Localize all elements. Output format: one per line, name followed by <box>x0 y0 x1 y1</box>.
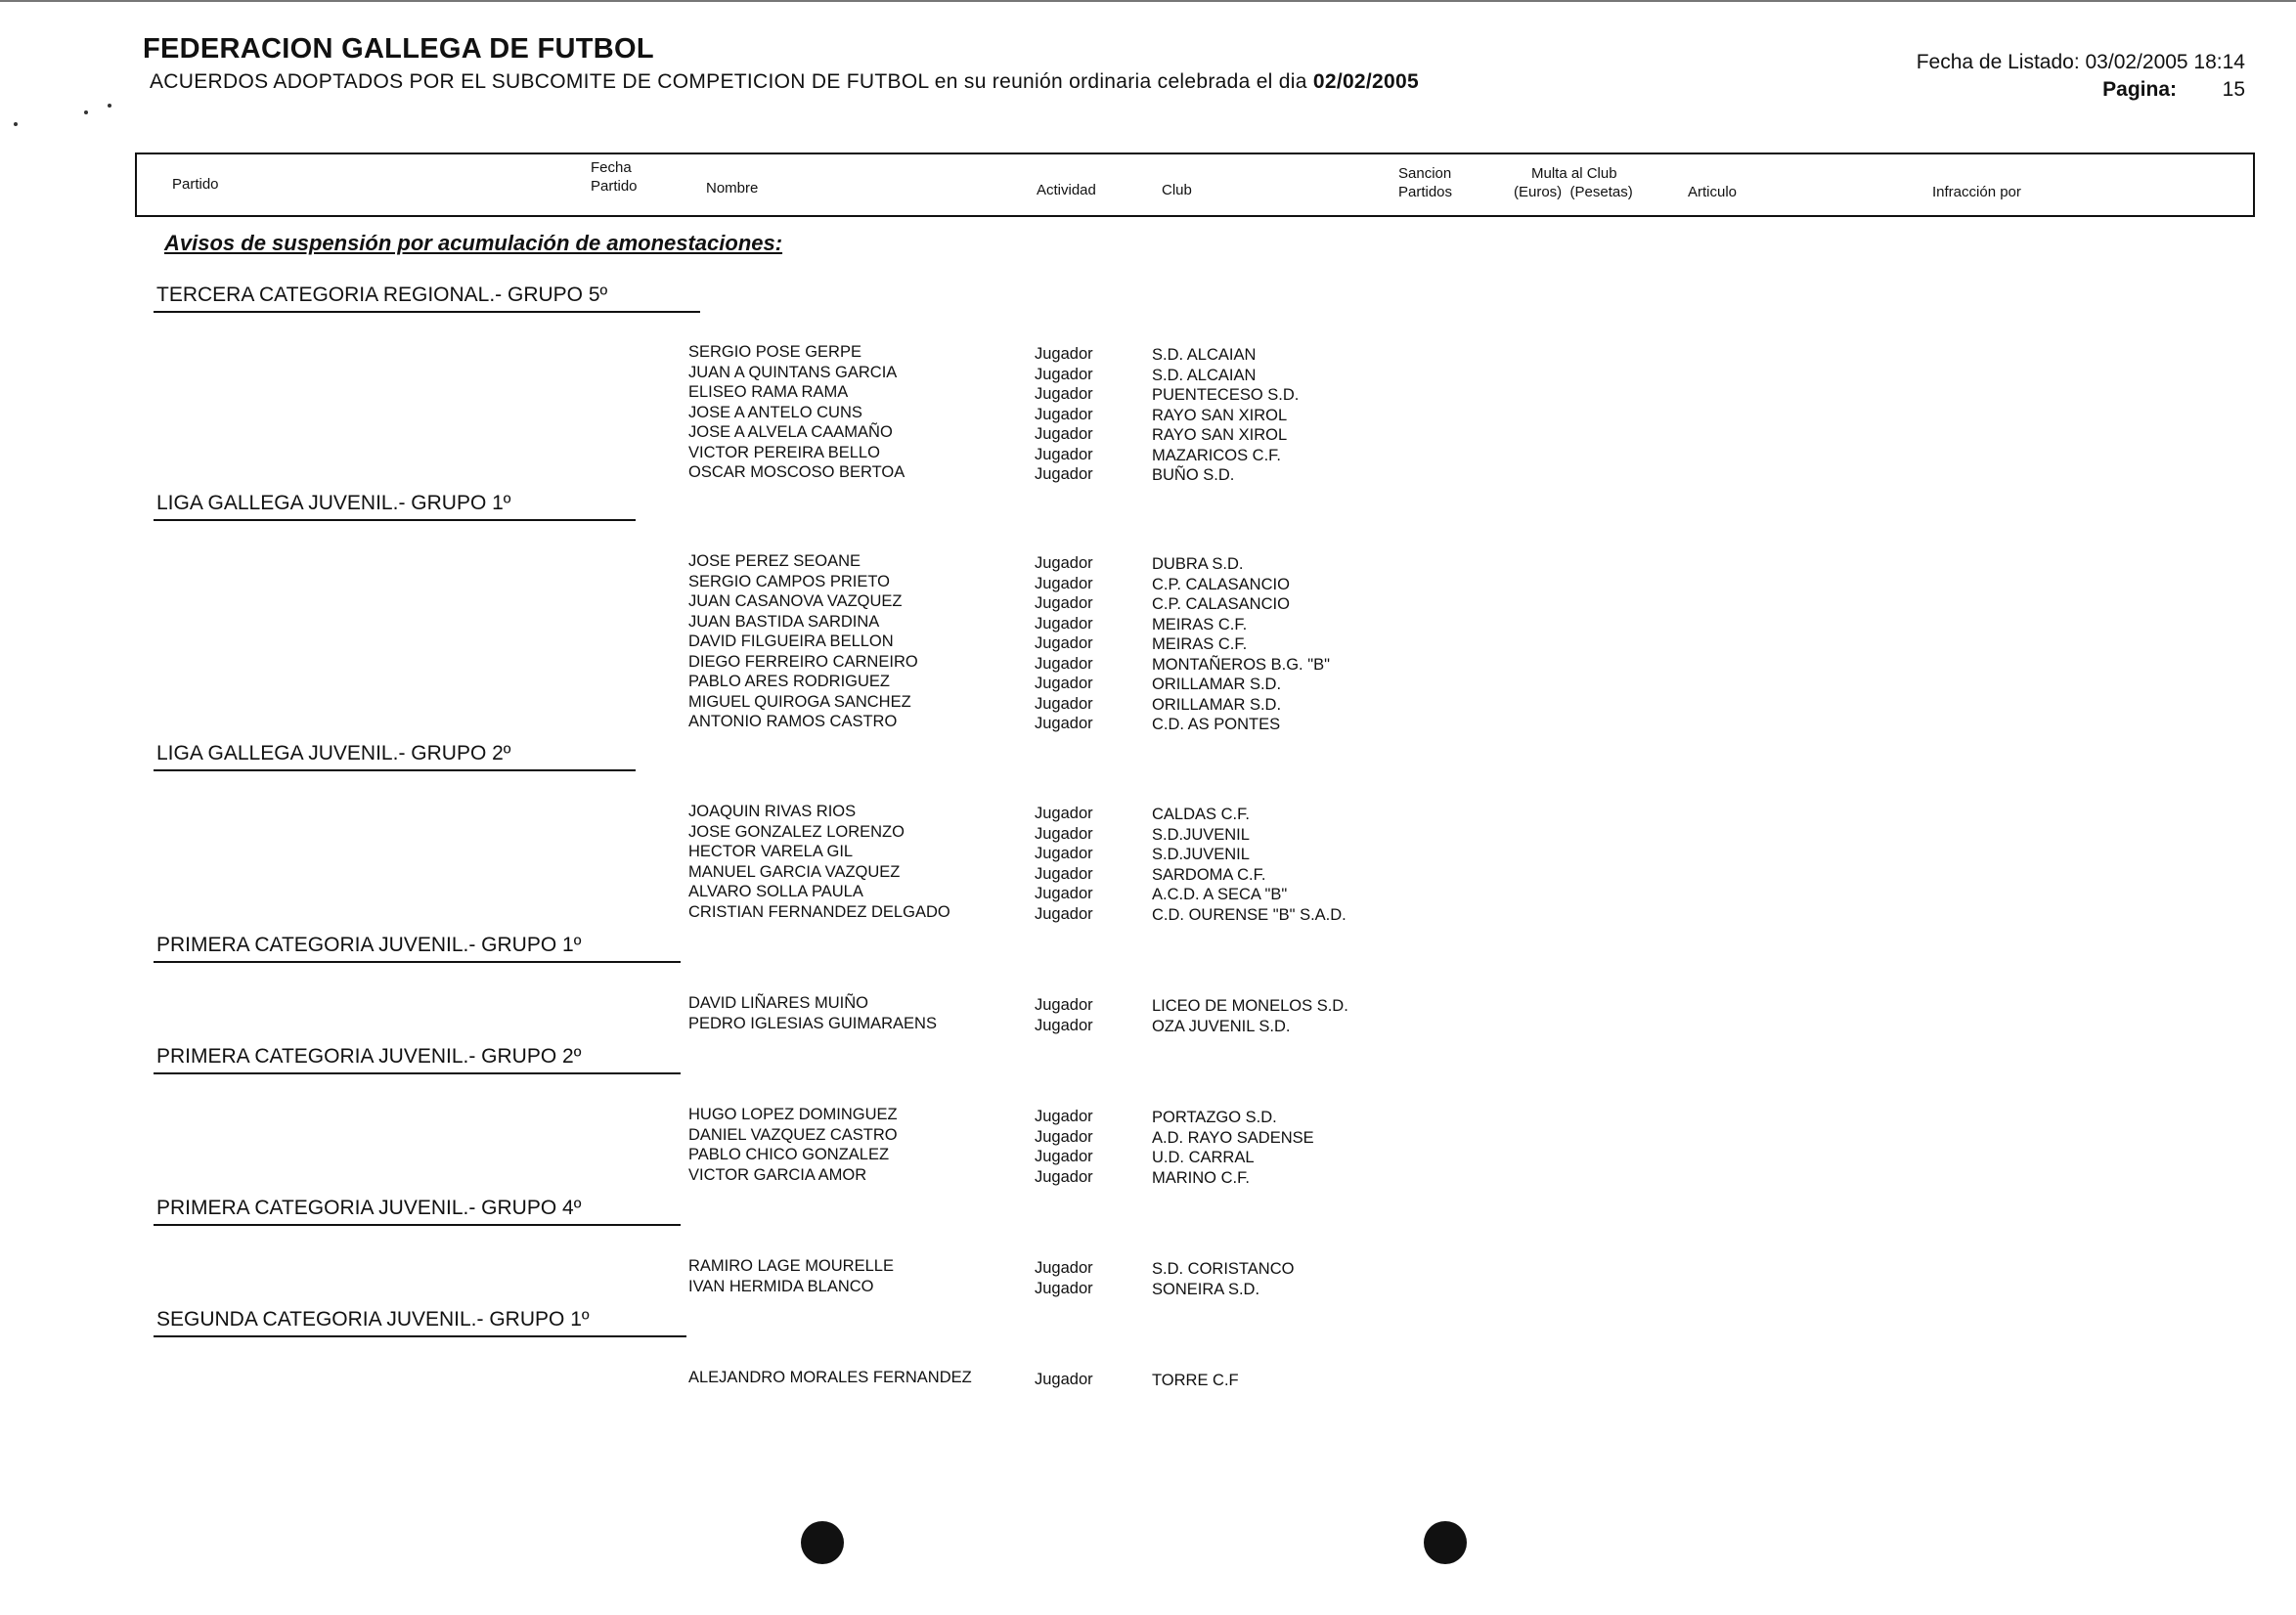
player-activity: Jugador <box>1035 845 1093 862</box>
player-name: OSCAR MOSCOSO BERTOA <box>688 463 905 481</box>
player-name: JOAQUIN RIVAS RIOS <box>688 803 857 820</box>
player-club: ORILLAMAR S.D. <box>1152 696 1282 714</box>
player-name: VICTOR PEREIRA BELLO <box>688 444 880 461</box>
player-name: MANUEL GARCIA VAZQUEZ <box>688 863 901 881</box>
col-sancion-partidos <box>1398 164 1452 201</box>
player-name: RAMIRO LAGE MOURELLE <box>688 1257 894 1275</box>
player-club: RAYO SAN XIROL <box>1152 426 1288 444</box>
col-partido: Partido <box>172 176 219 193</box>
player-activity: Jugador <box>1035 1148 1093 1165</box>
player-activity: Jugador <box>1035 345 1093 363</box>
player-activity: Jugador <box>1035 1108 1093 1125</box>
col-articulo: Articulo <box>1688 184 1738 200</box>
listing-date-value: 03/02/2005 18:14 <box>2085 51 2245 73</box>
player-activity: Jugador <box>1035 366 1093 383</box>
col-nombre: Nombre <box>706 180 759 196</box>
col-fecha-line1: Fecha <box>591 159 632 176</box>
player-club: C.P. CALASANCIO <box>1152 595 1290 613</box>
player-activity: Jugador <box>1035 446 1093 463</box>
player-name: SERGIO CAMPOS PRIETO <box>688 573 890 590</box>
organization-title: FEDERACION GALLEGA DE FUTBOL <box>143 33 654 65</box>
player-club: OZA JUVENIL S.D. <box>1152 1018 1291 1035</box>
player-activity: Jugador <box>1035 406 1093 423</box>
player-name: JUAN CASANOVA VAZQUEZ <box>688 592 903 610</box>
col-sancion-line2: Partidos <box>1398 184 1453 200</box>
player-activity: Jugador <box>1035 825 1093 843</box>
player-activity: Jugador <box>1035 715 1093 732</box>
player-name: PABLO ARES RODRIGUEZ <box>688 673 890 690</box>
player-name: SERGIO POSE GERPE <box>688 343 861 361</box>
group-title: SEGUNDA CATEGORIA JUVENIL.- GRUPO 1º <box>154 1308 686 1337</box>
notice-heading: Avisos de suspensión por acumulación de amonestaciones: <box>164 231 783 255</box>
player-club: SARDOMA C.F. <box>1152 866 1266 884</box>
document-subtitle <box>150 70 1419 94</box>
player-activity: Jugador <box>1035 695 1093 713</box>
player-name: ELISEO RAMA RAMA <box>688 383 849 401</box>
player-name: JOSE PEREZ SEOANE <box>688 552 861 570</box>
player-club: MEIRAS C.F. <box>1152 616 1248 633</box>
col-infraccion: Infracción por <box>1932 184 2021 200</box>
player-name: JOSE A ANTELO CUNS <box>688 404 862 421</box>
col-fecha-line2: Partido <box>591 178 638 195</box>
page-line <box>1917 76 2245 104</box>
player-activity: Jugador <box>1035 1128 1093 1146</box>
player-activity: Jugador <box>1035 1168 1093 1186</box>
player-club: S.D. ALCAIAN <box>1152 367 1257 384</box>
player-club: U.D. CARRAL <box>1152 1149 1255 1166</box>
scan-speck <box>108 104 111 108</box>
col-fecha-partido <box>591 158 638 196</box>
col-sancion-line1: Sancion <box>1398 165 1452 182</box>
player-club: RAYO SAN XIROL <box>1152 407 1288 424</box>
player-club: CALDAS C.F. <box>1152 806 1250 823</box>
player-name: ANTONIO RAMOS CASTRO <box>688 713 898 730</box>
scan-speck <box>14 122 18 126</box>
player-club: DUBRA S.D. <box>1152 555 1244 573</box>
player-club: C.D. AS PONTES <box>1152 716 1281 733</box>
col-multa-title: Multa al Club <box>1531 165 1617 182</box>
player-activity: Jugador <box>1035 615 1093 633</box>
player-club: A.C.D. A SECA "B" <box>1152 886 1288 903</box>
player-name: PEDRO IGLESIAS GUIMARAENS <box>688 1015 937 1032</box>
player-activity: Jugador <box>1035 634 1093 652</box>
punch-hole <box>801 1521 844 1564</box>
player-club: S.D. ALCAIAN <box>1152 346 1257 364</box>
player-club: C.D. OURENSE "B" S.A.D. <box>1152 906 1347 924</box>
scan-speck <box>84 110 88 114</box>
player-club: MONTAÑEROS B.G. "B" <box>1152 656 1330 674</box>
player-name: DIEGO FERREIRO CARNEIRO <box>688 653 918 671</box>
player-name: DAVID FILGUEIRA BELLON <box>688 633 894 650</box>
player-activity: Jugador <box>1035 1280 1093 1297</box>
group-title: PRIMERA CATEGORIA JUVENIL.- GRUPO 2º <box>154 1045 681 1074</box>
player-name: VICTOR GARCIA AMOR <box>688 1166 867 1184</box>
player-activity: Jugador <box>1035 1259 1093 1277</box>
player-activity: Jugador <box>1035 905 1093 923</box>
player-name: PABLO CHICO GONZALEZ <box>688 1146 890 1163</box>
column-header-box <box>135 153 2255 217</box>
player-club: ORILLAMAR S.D. <box>1152 676 1282 693</box>
player-club: S.D.JUVENIL <box>1152 826 1250 844</box>
player-club: C.P. CALASANCIO <box>1152 576 1290 593</box>
player-activity: Jugador <box>1035 865 1093 883</box>
player-name: JUAN BASTIDA SARDINA <box>688 613 880 631</box>
group-title: PRIMERA CATEGORIA JUVENIL.- GRUPO 1º <box>154 934 681 963</box>
meeting-date: 02/02/2005 <box>1312 70 1419 93</box>
player-name: ALVARO SOLLA PAULA <box>688 883 863 900</box>
group-title: LIGA GALLEGA JUVENIL.- GRUPO 1º <box>154 492 636 521</box>
page-label: Pagina: <box>2102 78 2177 101</box>
player-name: DAVID LIÑARES MUIÑO <box>688 994 868 1012</box>
punch-hole <box>1424 1521 1467 1564</box>
player-club: SONEIRA S.D. <box>1152 1281 1260 1298</box>
player-club: A.D. RAYO SADENSE <box>1152 1129 1314 1147</box>
player-club: MEIRAS C.F. <box>1152 635 1248 653</box>
player-activity: Jugador <box>1035 1017 1093 1034</box>
player-club: S.D. CORISTANCO <box>1152 1260 1295 1278</box>
group-title: PRIMERA CATEGORIA JUVENIL.- GRUPO 4º <box>154 1197 681 1226</box>
player-activity: Jugador <box>1035 675 1093 692</box>
player-club: MARINO C.F. <box>1152 1169 1250 1187</box>
player-club: PORTAZGO S.D. <box>1152 1109 1277 1126</box>
scan-top-edge <box>0 0 2296 2</box>
player-activity: Jugador <box>1035 385 1093 403</box>
player-activity: Jugador <box>1035 575 1093 592</box>
col-multa-units: (Euros) (Pesetas) <box>1514 184 1633 200</box>
player-name: IVAN HERMIDA BLANCO <box>688 1278 874 1295</box>
player-club: PUENTECESO S.D. <box>1152 386 1300 404</box>
player-name: HECTOR VARELA GIL <box>688 843 854 860</box>
player-activity: Jugador <box>1035 805 1093 822</box>
player-club: MAZARICOS C.F. <box>1152 447 1282 464</box>
player-name: JOSE GONZALEZ LORENZO <box>688 823 905 841</box>
group-title: LIGA GALLEGA JUVENIL.- GRUPO 2º <box>154 742 636 771</box>
player-name: DANIEL VAZQUEZ CASTRO <box>688 1126 898 1144</box>
col-multa <box>1514 164 1633 201</box>
player-name: ALEJANDRO MORALES FERNANDEZ <box>688 1369 972 1386</box>
player-activity: Jugador <box>1035 1371 1093 1388</box>
player-name: MIGUEL QUIROGA SANCHEZ <box>688 693 911 711</box>
player-club: TORRE C.F <box>1152 1372 1239 1389</box>
listing-meta <box>1917 49 2245 104</box>
player-name: JUAN A QUINTANS GARCIA <box>688 364 898 381</box>
player-club: LICEO DE MONELOS S.D. <box>1152 997 1348 1015</box>
listing-date-line <box>1917 49 2245 76</box>
subtitle-text: ACUERDOS ADOPTADOS POR EL SUBCOMITE DE COMPETICION DE FUTBOL en su reunión ordinaria celebrada el dia <box>150 70 1307 93</box>
player-name: JOSE A ALVELA CAAMAÑO <box>688 423 893 441</box>
player-name: CRISTIAN FERNANDEZ DELGADO <box>688 903 950 921</box>
player-activity: Jugador <box>1035 554 1093 572</box>
player-club: BUÑO S.D. <box>1152 466 1235 484</box>
player-activity: Jugador <box>1035 996 1093 1014</box>
col-actividad: Actividad <box>1037 182 1096 198</box>
listing-date-label: Fecha de Listado: <box>1916 51 2080 73</box>
player-activity: Jugador <box>1035 425 1093 443</box>
player-activity: Jugador <box>1035 465 1093 483</box>
group-title: TERCERA CATEGORIA REGIONAL.- GRUPO 5º <box>154 284 700 313</box>
player-activity: Jugador <box>1035 594 1093 612</box>
player-name: HUGO LOPEZ DOMINGUEZ <box>688 1106 898 1123</box>
player-activity: Jugador <box>1035 655 1093 673</box>
player-activity: Jugador <box>1035 885 1093 902</box>
col-club: Club <box>1162 182 1192 198</box>
page-number: 15 <box>2222 78 2245 101</box>
player-club: S.D.JUVENIL <box>1152 846 1250 863</box>
